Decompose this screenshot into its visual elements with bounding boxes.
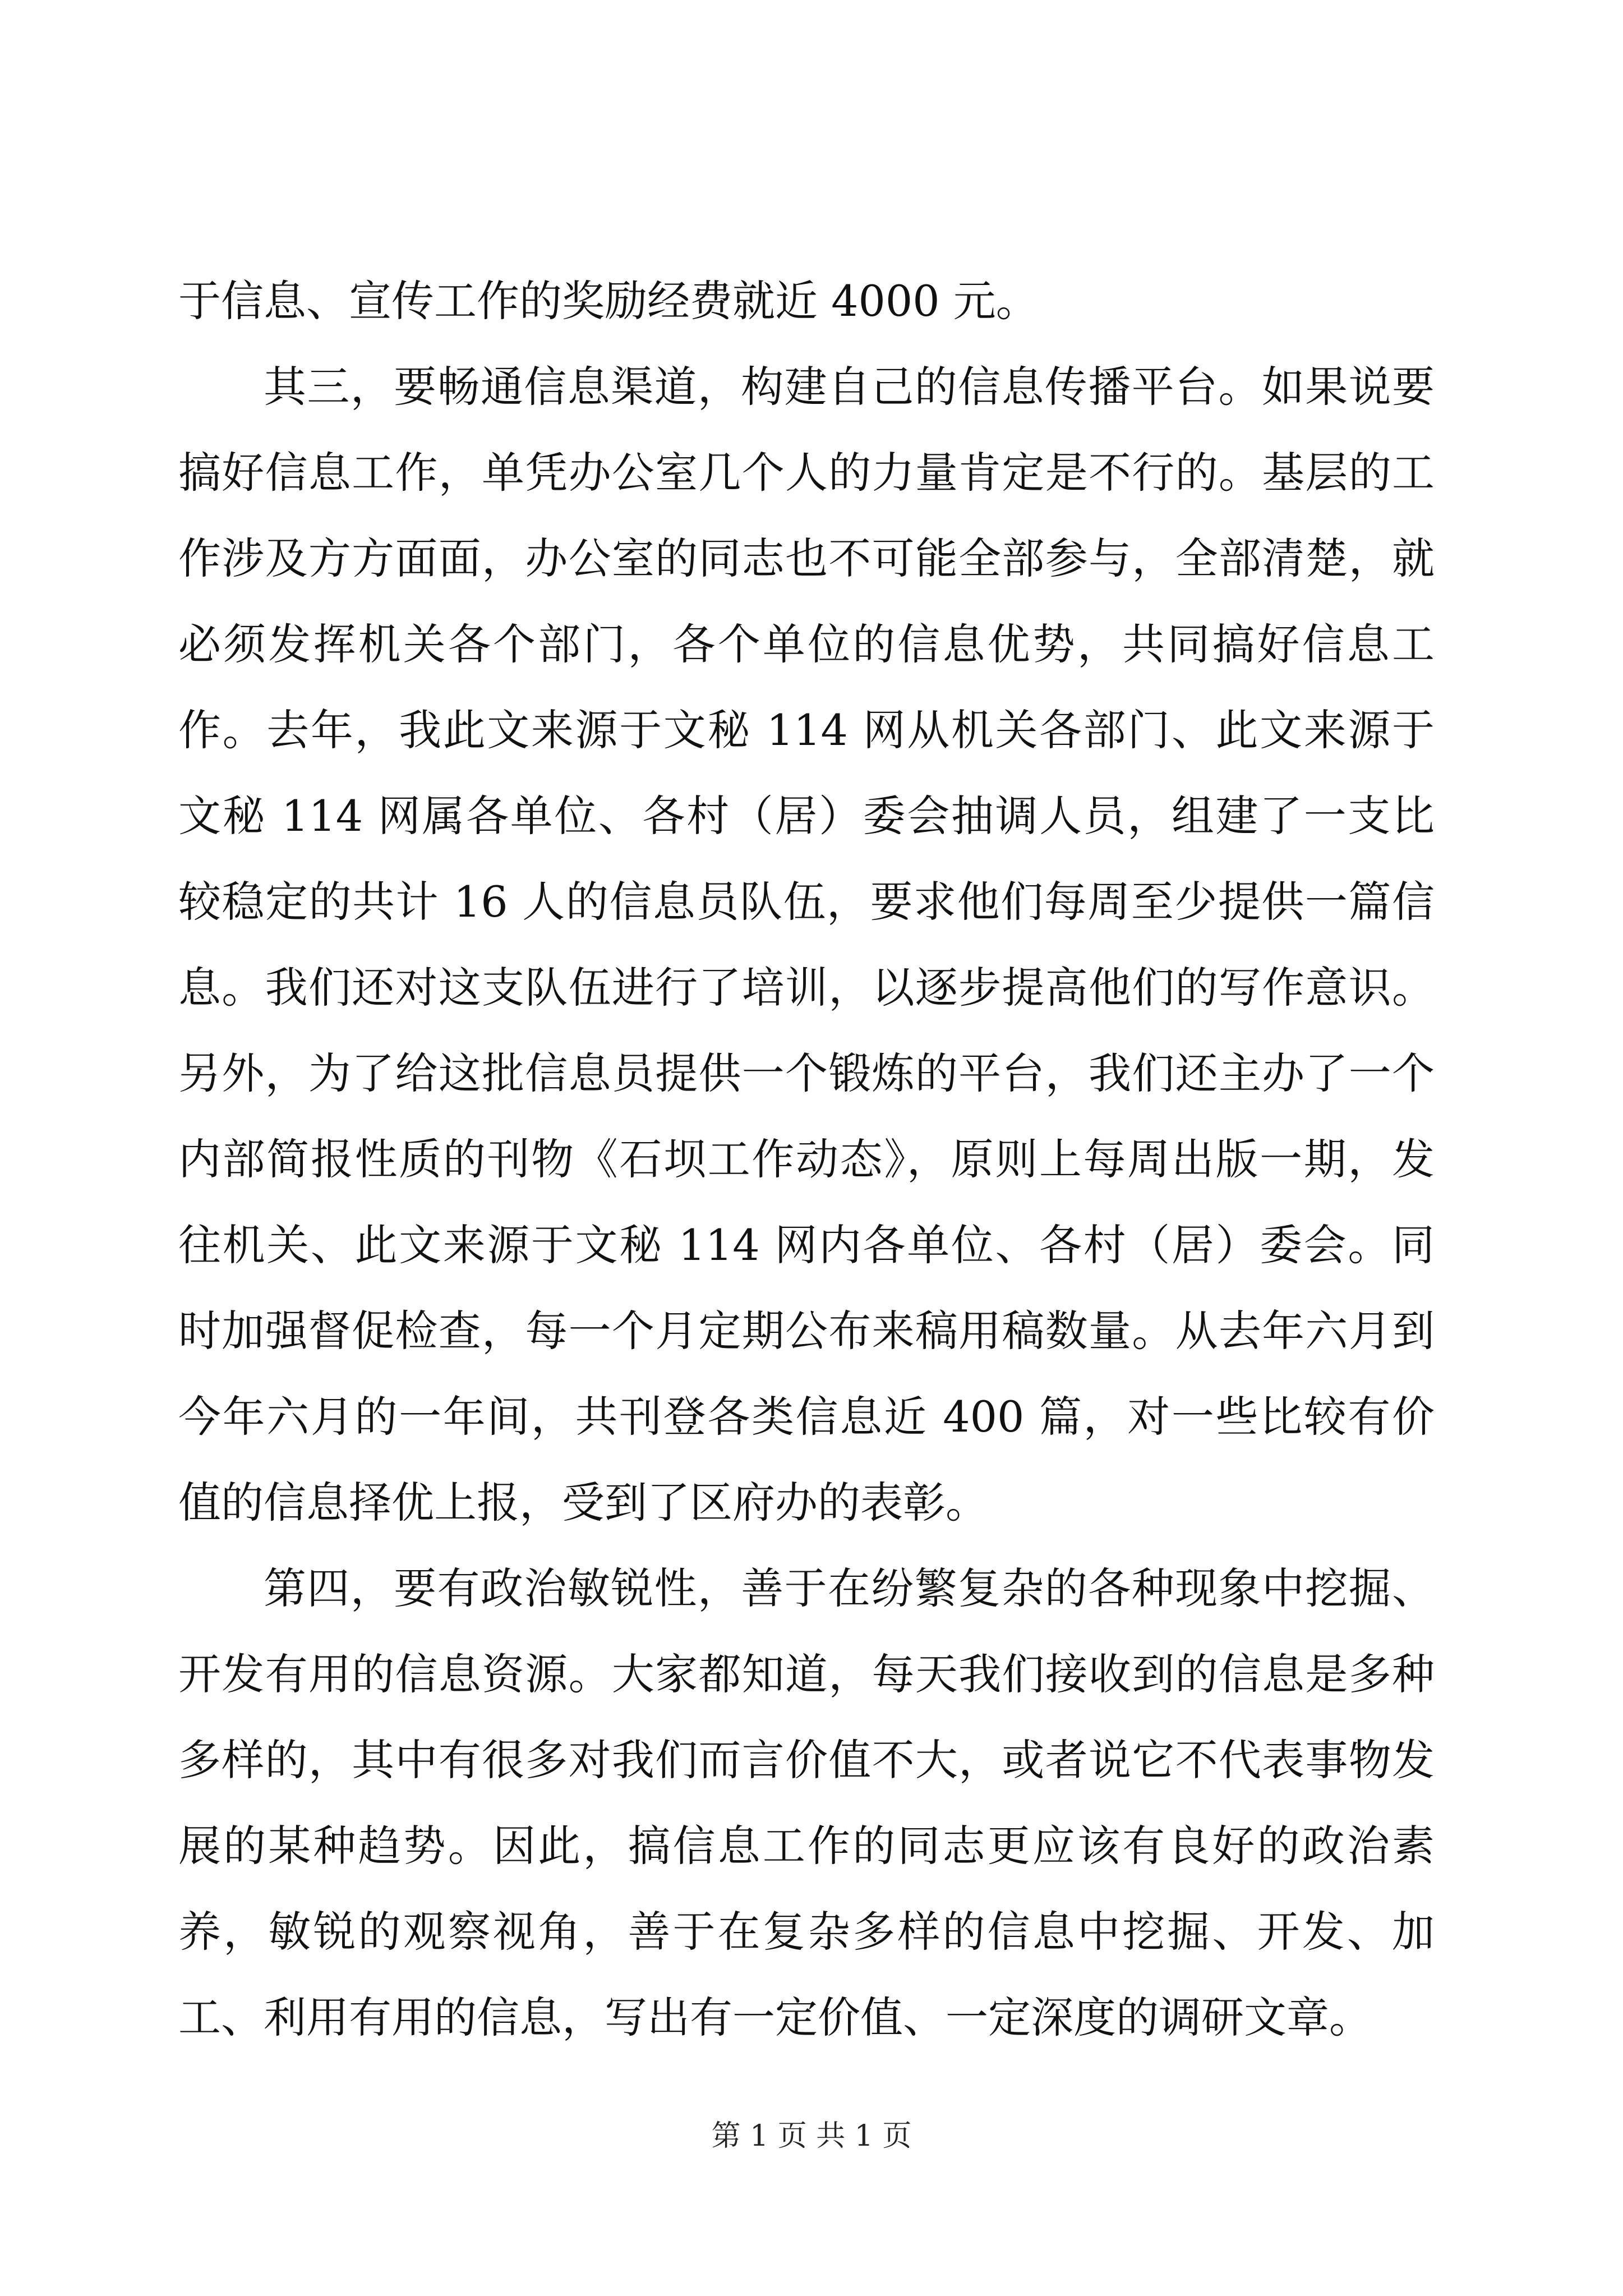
page-footer: 第 1 页 共 1 页 bbox=[711, 2119, 912, 2153]
paragraph-1: 于信息、宣传工作的奖励经费就近 4000 元。 bbox=[178, 276, 1039, 326]
document-body bbox=[178, 258, 1435, 2060]
paragraph-2: 其三，要畅通信息渠道，构建自己的信息传播平台。如果说要搞好信息工作，单凭办公室几个人的力量肯定是不行的。基层的工作涉及方方面面，办公室的同志也不可能全部参与，全部清楚，就必须发挥机关各个部门，各个单位的信息优势，共同搞好信息工作。去年，我此文来源于文秘 114 网从机关各部门、此文来源于文秘 114 网属各单位、各村（居）委会抽调人员，组建了一支比较稳定的共计 16 人的信息员队伍，要求他们每周至少提供一篇信息。我们还对这支队伍进行了培训，以逐步提高他们的写作意识。另外，为了给这批信息员提供一个锻炼的平台，我们还主办了一个内部简报性质的刊物《石坝工作动态》，原则上每周出版一期，发往机关、此文来源于文秘 114 网内各单位、各村（居）委会。同时加强督促检查，每一个月定期公布来稿用稿数量。从去年六月到今年六月的一年间，共刊登各类信息近 400 篇，对一些比较有价值的信息择优上报，受到了区府办的表彰。 bbox=[178, 362, 1435, 1527]
paragraph-3: 第四，要有政治敏锐性，善于在纷繁复杂的各种现象中挖掘、开发有用的信息资源。大家都知道，每天我们接收到的信息是多种多样的，其中有很多对我们而言价值不大，或者说它不代表事物发展的某种趋势。因此，搞信息工作的同志更应该有良好的政治素养，敏锐的观察视角，善于在复杂多样的信息中挖掘、开发、加工、利用有用的信息，写出有一定价值、一定深度的调研文章。 bbox=[178, 1563, 1435, 2042]
